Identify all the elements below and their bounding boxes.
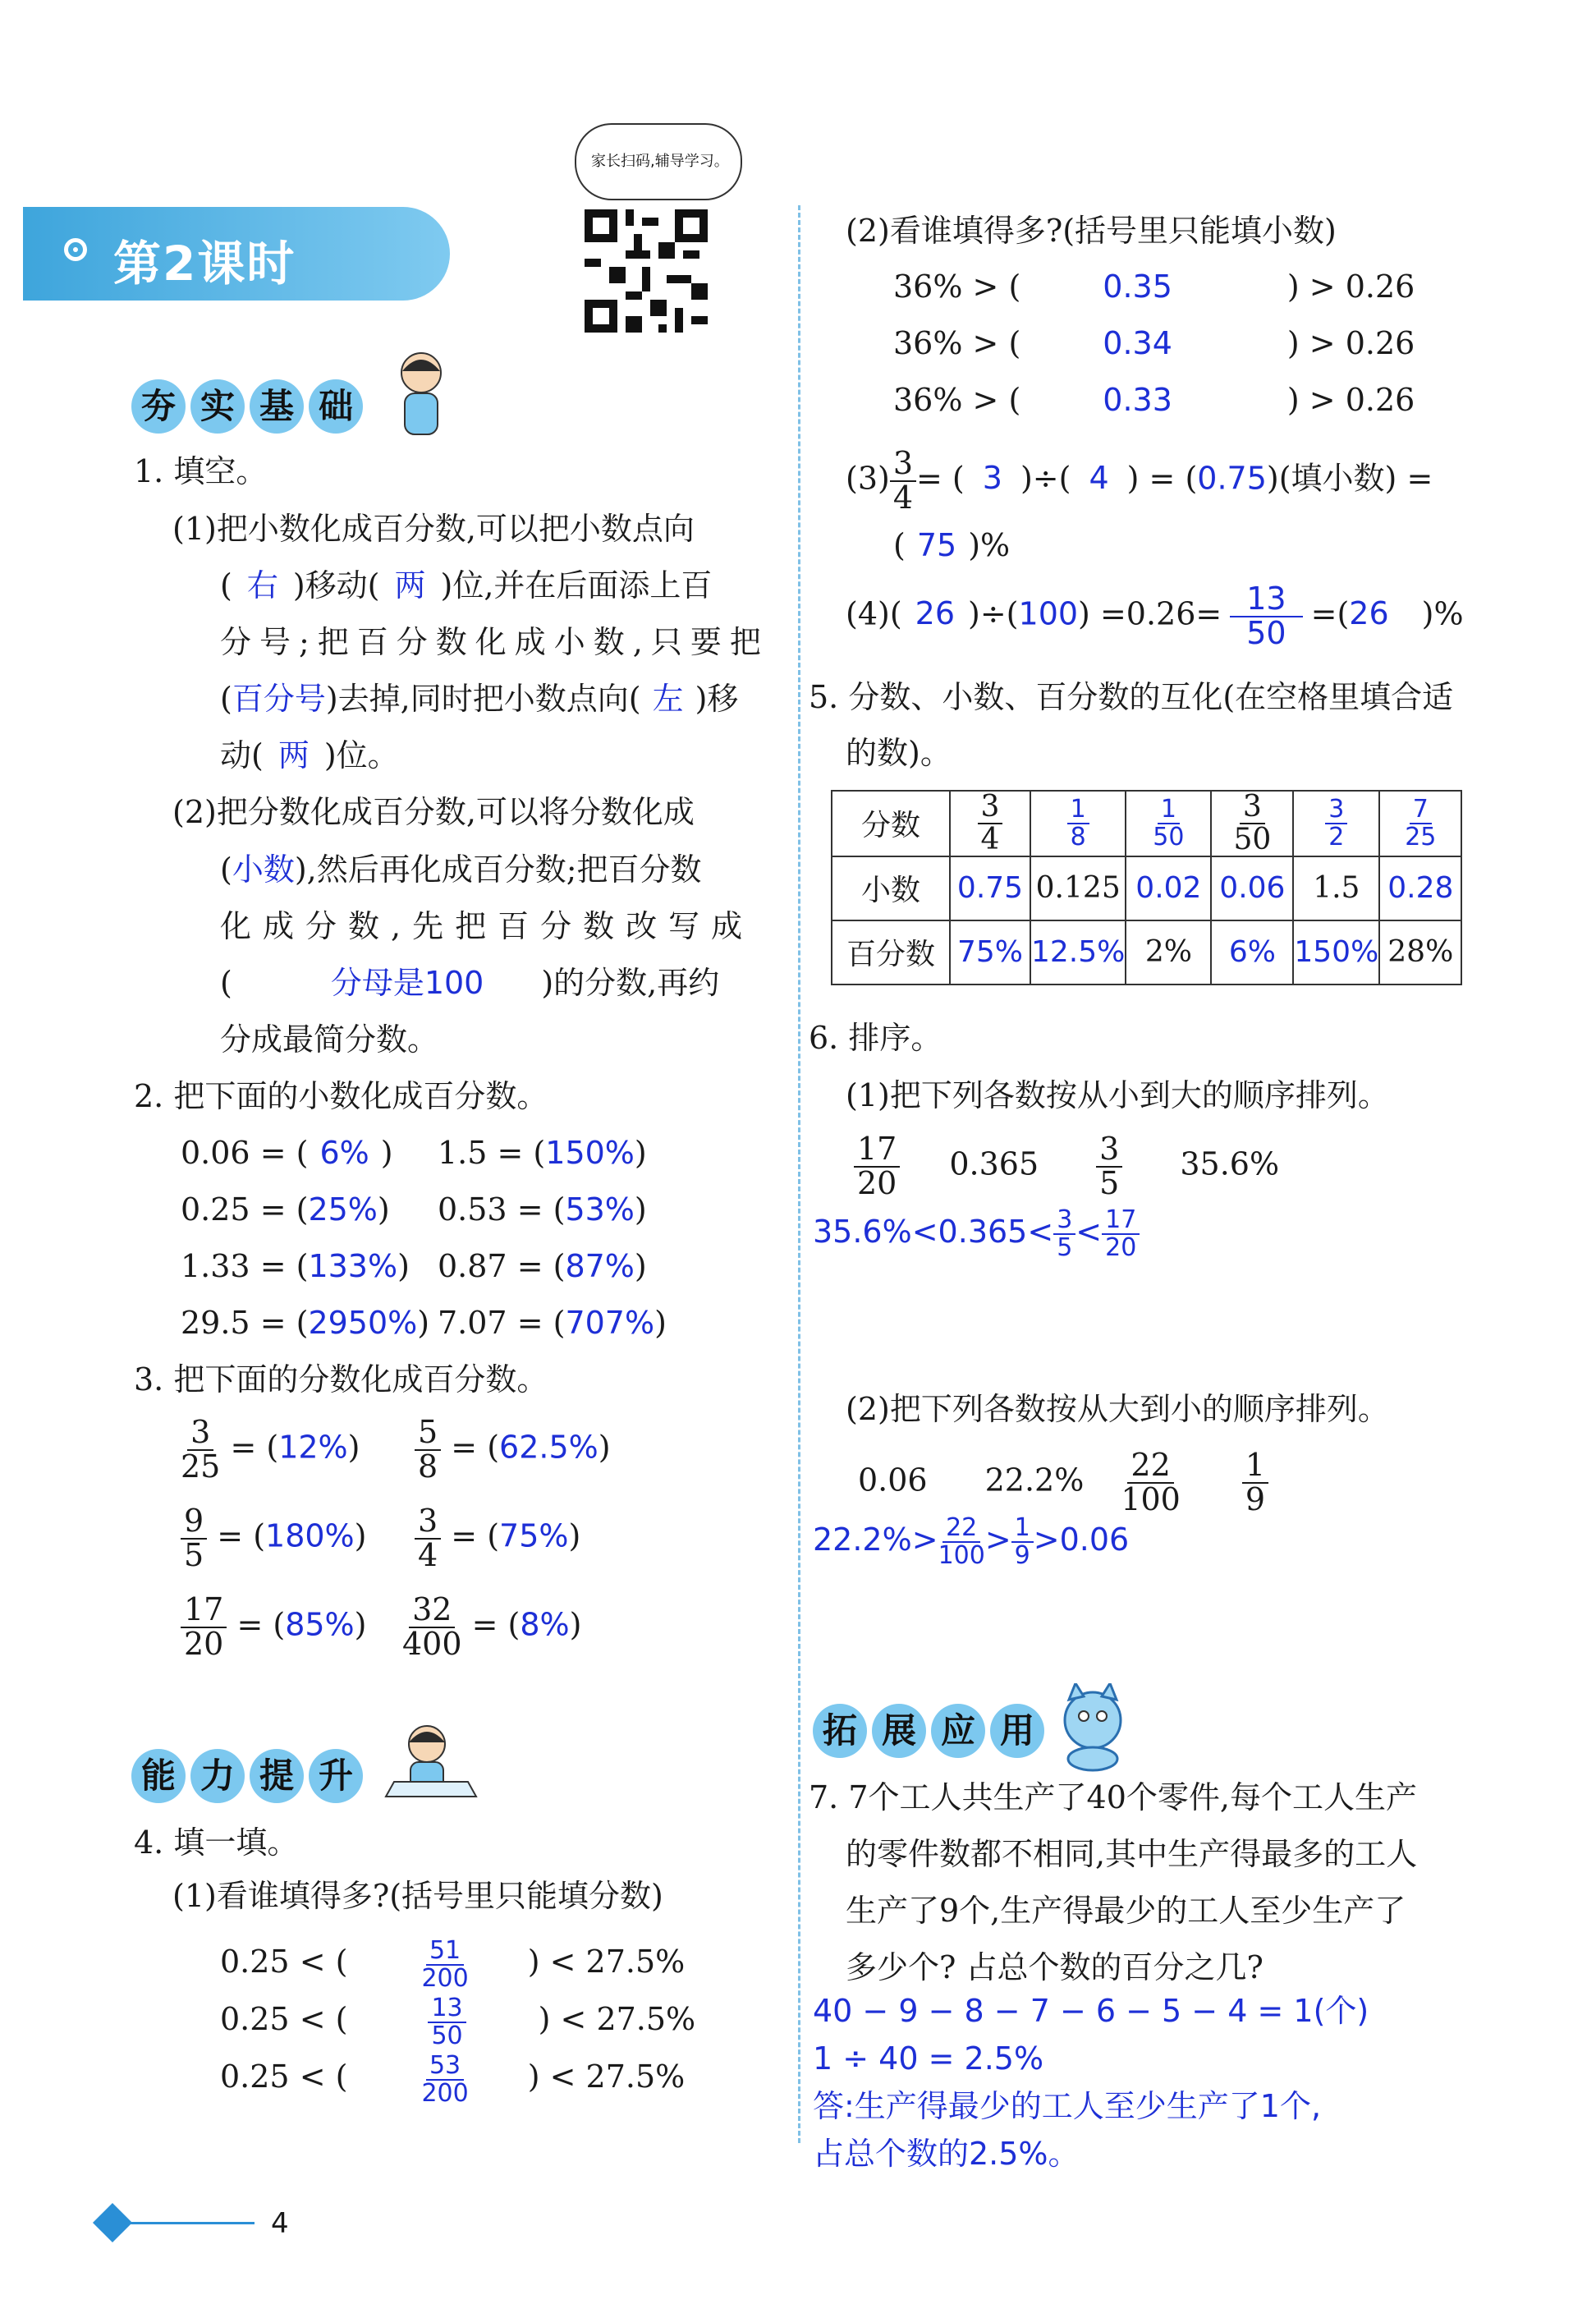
section-char: 用 [990,1704,1044,1758]
q6-p2-numbers: 0.06 22.2% $\frac{22}{100}$ $\frac{1}{9}$ [858,1449,1268,1517]
q2-title: 2. 把下面的小数化成百分数。 [134,1078,548,1114]
q5-title-line1: 5. 分数、小数、百分数的互化(在空格里填合适 [809,679,1454,715]
q7-answer-line1[interactable]: 40 − 9 − 8 − 7 − 6 − 5 − 4 = 1(个) [813,1993,1369,2029]
q4-p3-line1: (3) $\frac{3}{4}$ = ( 3 )÷( 4 ) = (0.75)(填小数) = [846,445,1433,516]
q3-item: $\frac{3}{4}$ = (75%) [415,1505,580,1572]
q4-p3-line2: ( 75 )% [893,527,1011,563]
q1-p2-line3: 化成分数,先把百分数改写成 [220,908,754,944]
section-char: 升 [309,1749,363,1803]
table-cell[interactable]: $\frac{7}{25}$ [1379,791,1461,856]
section-char: 夯 [131,379,186,434]
table-cell: 1.5 [1293,856,1379,920]
conversion-table [831,790,1462,985]
q1-p2-line2: (小数),然后再化成百分数;把百分数 [220,851,702,888]
answer[interactable]: 两 [277,737,310,773]
scan-hint-bubble [575,123,742,200]
q4-p2-row: 36% > ( 0.35 ) > 0.26 [893,268,1415,305]
section-header-extension [813,1704,1049,1761]
table-cell[interactable]: 75% [950,920,1030,984]
q4-p1-row: 0.25 < ( $\frac{53}{200}$ ) < 27.5% [220,2051,686,2108]
table-cell[interactable]: 0.02 [1126,856,1211,920]
q1-p1-line5: 动( 两 )位。 [220,737,399,773]
q1-p2-line1: (2)把分数化成百分数,可以将分数化成 [172,794,695,830]
table-cell[interactable]: 0.06 [1211,856,1293,920]
lesson-banner [23,207,450,301]
section-char: 实 [190,379,245,434]
section-char: 应 [931,1704,985,1758]
table-cell: 0.125 [1030,856,1126,920]
q6-p1-numbers: $\frac{17}{20}$ 0.365 $\frac{3}{5}$ 35.6% [854,1133,1279,1200]
q4-p4-line: (4)( 26 )÷(100) =0.26= $\frac{13}{50}$ =(26 )% [846,581,1464,651]
footer-line [123,2222,255,2224]
q2-item: 29.5 = (2950%) [181,1305,430,1341]
q1-p2-line4: ( 分母是100 )的分数,再约 [220,965,720,1001]
q3-title: 3. 把下面的分数化成百分数。 [134,1361,548,1398]
section-char: 提 [250,1749,304,1803]
q4-p2-title: (2)看谁填得多?(括号里只能填小数) [846,213,1337,249]
table-row [832,920,1461,984]
q2-item: 0.53 = (53%) [438,1191,647,1228]
q2-item: 7.07 = (707%) [438,1305,667,1341]
q1-p1-line3: 分号;把百分数化成小数,只要把 [220,624,769,660]
q7-line2: 的零件数都不相同,其中生产得最多的工人 [846,1836,1418,1872]
table-cell[interactable]: 150% [1293,920,1379,984]
page-number: 4 [271,2207,289,2240]
q6-p1-title: (1)把下列各数按从小到大的顺序排列。 [846,1077,1389,1113]
q1-p1-line1: (1)把小数化成百分数,可以把小数点向 [172,511,695,547]
section-header-ability [131,1749,368,1806]
girl-illustration-icon [384,348,458,442]
row-label: 百分数 [832,920,950,984]
table-cell: $\frac{3}{4}$ [950,791,1030,856]
q7-answer-line2[interactable]: 1 ÷ 40 = 2.5% [813,2040,1044,2077]
q4-p1-row: 0.25 < ( $\frac{13}{50}$ ) < 27.5% [220,1994,696,2050]
answer[interactable]: 百分号 [232,681,326,717]
answer[interactable]: 小数 [232,851,295,888]
table-cell[interactable]: 0.28 [1379,856,1461,920]
lesson-title: 第2课时 [113,236,296,291]
q3-item: $\frac{3}{25}$ = (12%) [181,1414,360,1485]
table-cell: 2% [1126,920,1211,984]
table-row [832,856,1461,920]
section-char: 展 [872,1704,926,1758]
row-label: 分数 [832,791,950,856]
q5-title-line2: 的数)。 [846,735,952,771]
q7-line3: 生产了9个,生产得最少的工人至少生产了 [846,1893,1406,1929]
q1-p2-line5: 分成最简分数。 [220,1021,439,1058]
q3-item: $\frac{5}{8}$ = (62.5%) [415,1416,611,1484]
q7-answer-line4[interactable]: 占总个数的2.5%。 [813,2136,1080,2172]
student-desk-illustration-icon [378,1718,484,1811]
answer[interactable]: 两 [394,567,426,604]
answer[interactable]: 分母是100 [330,965,484,1001]
q4-p1-row: 0.25 < ( $\frac{51}{200}$ ) < 27.5% [220,1936,686,1993]
q6-p1-answer[interactable]: 35.6%<0.365< $\frac{3}{5}$ < $\frac{17}{20}$ [813,1207,1140,1260]
q7-answer-line3[interactable]: 答:生产得最少的工人至少生产了1个, [813,2088,1322,2124]
row-label: 小数 [832,856,950,920]
section-char: 力 [190,1749,245,1803]
table-cell[interactable]: $\frac{3}{2}$ [1293,791,1379,856]
q3-item: $\frac{32}{400}$ = (8%) [402,1591,582,1662]
qr-code[interactable] [585,209,708,333]
q2-item: 1.5 = (150%) [438,1135,647,1171]
answer[interactable]: 右 [246,567,278,604]
q4-p1-title: (1)看谁填得多?(括号里只能填分数) [172,1878,663,1914]
q7-line4: 多少个? 占总个数的百分之几? [846,1949,1264,1985]
q3-item: $\frac{9}{5}$ = (180%) [181,1505,367,1572]
q6-p2-answer[interactable]: 22.2%> $\frac{22}{100}$ > $\frac{1}{9}$ >0.06 [813,1513,1130,1570]
table-cell[interactable]: 12.5% [1030,920,1126,984]
q1-p1-line4: (百分号)去掉,同时把小数点向( 左 )移 [220,681,739,717]
section-header-foundation [131,379,368,437]
column-divider [798,205,800,2143]
q2-item: 0.25 = (25%) [181,1191,390,1228]
q3-item: $\frac{17}{20}$ = (85%) [181,1594,367,1661]
section-char: 基 [250,379,304,434]
table-cell[interactable]: $\frac{1}{50}$ [1126,791,1211,856]
q2-item: 1.33 = (133%) [181,1248,410,1284]
qr-code-icon [585,209,708,333]
section-char: 能 [131,1749,186,1803]
q1-p1-line2: ( 右 )移动( 两 )位,并在后面添上百 [220,567,713,604]
q4-p2-row: 36% > ( 0.34 ) > 0.26 [893,325,1415,361]
q2-item: 0.87 = (87%) [438,1248,647,1284]
answer[interactable]: 左 [652,681,684,717]
table-cell[interactable]: 6% [1211,920,1293,984]
scan-hint-text: 家长扫码,辅导学习。 [591,153,729,170]
table-cell[interactable]: $\frac{1}{8}$ [1030,791,1126,856]
q6-title: 6. 排序。 [809,1020,942,1056]
table-cell: $\frac{3}{50}$ [1211,791,1293,856]
table-cell[interactable]: 0.75 [950,856,1030,920]
q1-title: 1. 填空。 [134,453,268,489]
q4-p2-row: 36% > ( 0.33 ) > 0.26 [893,382,1415,418]
table-row [832,791,1461,856]
q7-line1: 7. 7个工人共生产了40个零件,每个工人生产 [809,1779,1417,1815]
section-char: 础 [309,379,363,434]
table-cell: 28% [1379,920,1461,984]
q6-p2-title: (2)把下列各数按从大到小的顺序排列。 [846,1391,1389,1427]
cat-mascot-illustration-icon [1048,1683,1154,1777]
q4-title: 4. 填一填。 [134,1824,299,1861]
banner-dot-icon [64,238,87,261]
section-char: 拓 [813,1704,867,1758]
q2-item: 0.06 = ( 6% ) [181,1135,393,1171]
